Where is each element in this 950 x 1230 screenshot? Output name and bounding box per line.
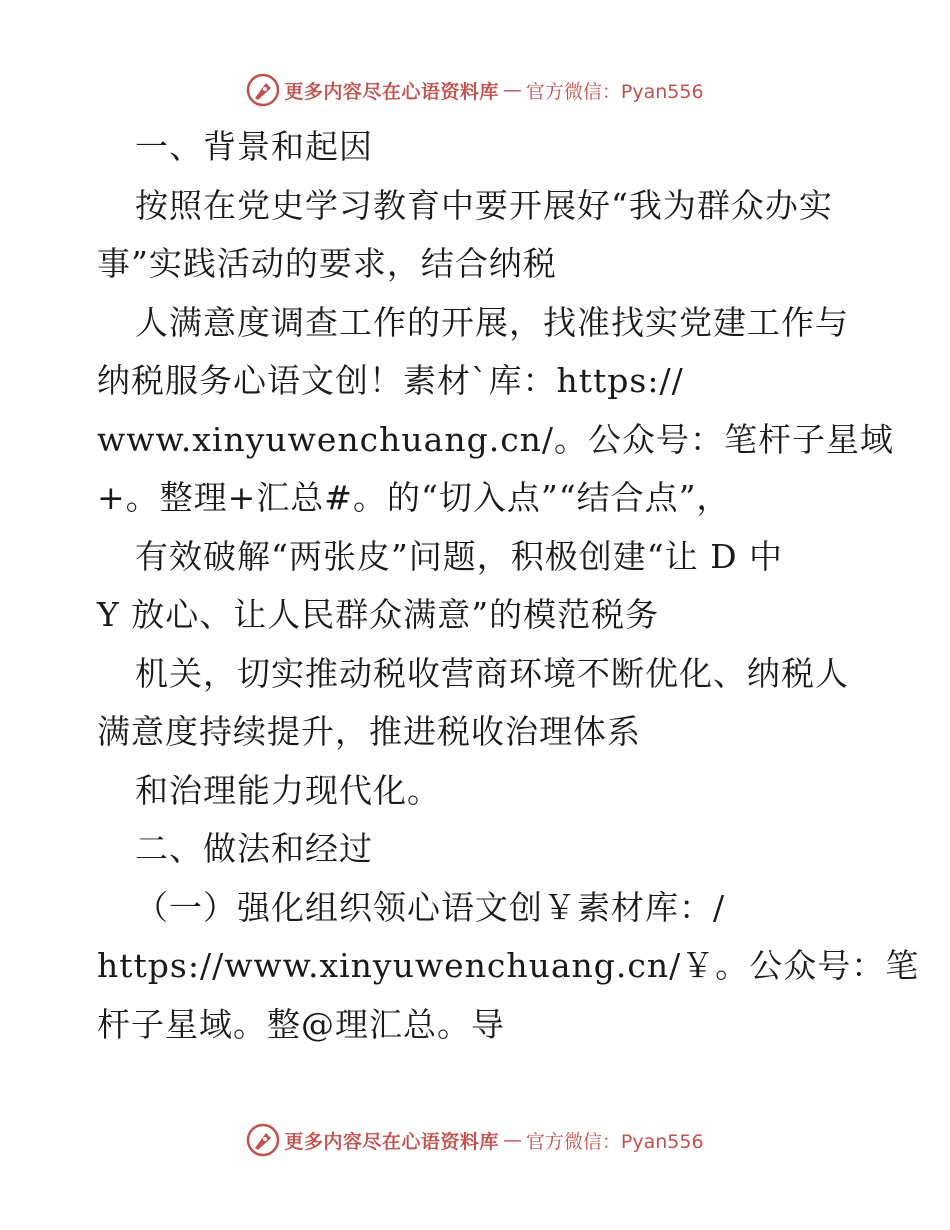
banner-separator: — bbox=[502, 1129, 522, 1151]
section-heading: 二、做法和经过 bbox=[135, 829, 373, 868]
paragraph-line: 满意度持续提升，推进税收治理体系 bbox=[97, 712, 641, 751]
pen-nib-logo-icon bbox=[246, 73, 280, 107]
paragraph-line: 纳税服务心语文创！素材`库：https:// bbox=[97, 361, 684, 400]
document-body bbox=[97, 118, 920, 1054]
banner-slogan: 更多内容尽在心语资料库 bbox=[284, 80, 499, 103]
banner-wechat: 官方微信：Pyan556 bbox=[525, 80, 704, 103]
pen-nib-logo-icon bbox=[246, 1123, 280, 1157]
paragraph-line: Y 放心、让人民群众满意”的模范税务 bbox=[97, 595, 660, 634]
paragraph-line: +。整理+汇总#。的“切入点”“结合点”， bbox=[97, 478, 731, 517]
paragraph-line: 按照在党史学习教育中要开展好“我为群众办实 bbox=[135, 185, 833, 225]
header-watermark-banner bbox=[0, 72, 950, 108]
banner-wechat: 官方微信：Pyan556 bbox=[525, 1130, 704, 1153]
paragraph-line: 人满意度调查工作的开展，找准找实党建工作与 bbox=[135, 302, 849, 342]
paragraph-line: www.xinyuwenchuang.cn/。公众号：笔杆子星域 bbox=[97, 419, 895, 459]
paragraph-line: 和治理能力现代化。 bbox=[135, 770, 441, 810]
paragraph-line: （一）强化组织领心语文创￥素材库：/ bbox=[135, 887, 726, 927]
footer-watermark-banner bbox=[0, 1122, 950, 1158]
banner-separator: — bbox=[502, 79, 522, 101]
paragraph-line: 事”实践活动的要求，结合纳税 bbox=[97, 244, 557, 283]
section-heading: 一、背景和起因 bbox=[135, 127, 373, 166]
paragraph-line: 杆子星域。整@理汇总。导 bbox=[97, 1004, 505, 1044]
paragraph-line: 机关，切实推动税收营商环境不断优化、纳税人 bbox=[135, 653, 849, 693]
banner-slogan: 更多内容尽在心语资料库 bbox=[284, 1130, 499, 1153]
paragraph-line: https://www.xinyuwenchuang.cn/￥。公众号：笔 bbox=[97, 946, 920, 985]
paragraph-line: 有效破解“两张皮”问题，积极创建“让 D 中 bbox=[135, 536, 784, 576]
